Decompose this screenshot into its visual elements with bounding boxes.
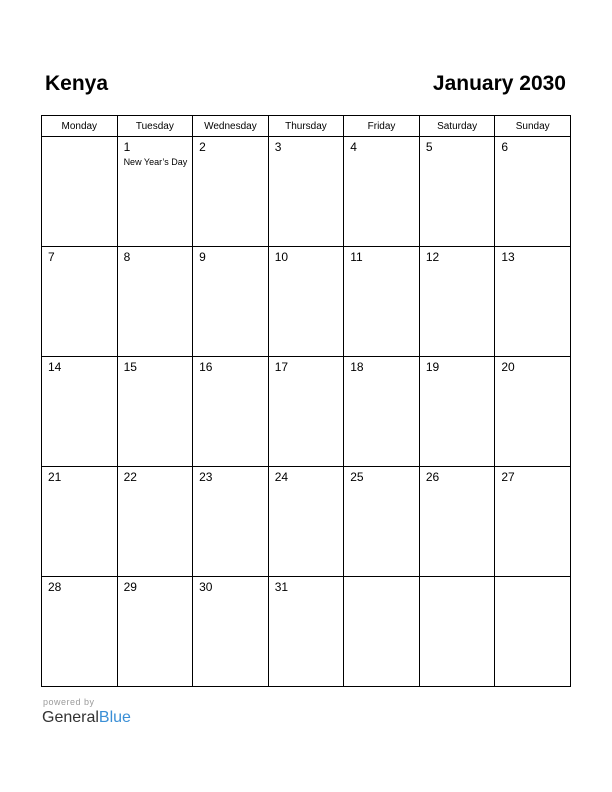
- holiday-label: [193, 264, 268, 265]
- day-cell: [419, 467, 495, 577]
- day-number: 23: [199, 470, 213, 484]
- day-number: 1: [123, 140, 131, 154]
- holiday-label: [495, 484, 570, 485]
- week-row: [42, 577, 571, 687]
- day-number: 28: [48, 580, 62, 594]
- day-number: 22: [123, 470, 137, 484]
- day-cell: [268, 577, 344, 687]
- holiday-label: [42, 484, 117, 485]
- day-number: 10: [274, 250, 289, 264]
- holiday-label: [420, 374, 495, 375]
- day-cell: [419, 247, 495, 357]
- weekday-header: Friday: [344, 116, 420, 137]
- day-number: 2: [199, 140, 206, 154]
- day-number: 31: [274, 580, 289, 594]
- day-cell: [419, 357, 495, 467]
- holiday-label: [42, 264, 117, 265]
- holiday-label: [118, 374, 193, 375]
- holiday-label: [495, 264, 570, 265]
- generalblue-logo[interactable]: [42, 709, 131, 727]
- day-number: 7: [48, 250, 55, 264]
- calendar-grid: [41, 115, 571, 687]
- day-cell: [42, 247, 118, 357]
- day-cell: [344, 357, 420, 467]
- day-cell: [344, 577, 420, 687]
- holiday-label: [269, 264, 344, 265]
- day-cell: [268, 467, 344, 577]
- holiday-label: [269, 594, 344, 595]
- month-year-title: January 2030: [432, 72, 566, 95]
- country-title: Kenya: [45, 72, 109, 95]
- day-cell: [193, 577, 269, 687]
- holiday-label: [344, 374, 419, 375]
- day-cell: [268, 137, 344, 247]
- day-number: 26: [425, 470, 440, 484]
- holiday-label: [269, 484, 344, 485]
- day-number: 14: [48, 360, 62, 374]
- holiday-label: [42, 374, 117, 375]
- powered-by-label: powered by: [43, 697, 95, 707]
- day-number: 18: [350, 360, 364, 374]
- day-cell: [419, 137, 495, 247]
- weekday-header: Wednesday: [193, 116, 269, 137]
- holiday-label: [495, 374, 570, 375]
- holiday-label: [420, 580, 495, 581]
- holiday-label: [269, 154, 344, 155]
- holiday-label: [344, 154, 419, 155]
- day-number: 9: [199, 250, 206, 264]
- day-number: 3: [274, 140, 282, 154]
- day-cell: [495, 577, 571, 687]
- week-row: [42, 357, 571, 467]
- day-cell: [42, 357, 118, 467]
- day-number: 11: [350, 250, 363, 264]
- day-number: 27: [501, 470, 515, 484]
- holiday-label: [420, 154, 495, 155]
- day-number: 8: [123, 250, 131, 264]
- weekday-header: Sunday: [495, 116, 571, 137]
- weekday-header: Saturday: [419, 116, 495, 137]
- holiday-label: [118, 484, 193, 485]
- day-number: 21: [48, 470, 62, 484]
- day-cell: [42, 137, 118, 247]
- weekday-header-row: [42, 116, 571, 137]
- day-number: 13: [501, 250, 515, 264]
- day-cell: [419, 577, 495, 687]
- holiday-label: [420, 264, 495, 265]
- week-row: [42, 467, 571, 577]
- day-cell: [117, 247, 193, 357]
- day-number: 30: [199, 580, 213, 594]
- day-cell: [344, 247, 420, 357]
- day-number: 24: [274, 470, 289, 484]
- day-number: 19: [425, 360, 440, 374]
- weekday-header: Thursday: [268, 116, 344, 137]
- weekday-header: Monday: [42, 116, 118, 137]
- holiday-label: [269, 374, 344, 375]
- day-number: 6: [501, 140, 509, 154]
- holiday-label: [118, 594, 193, 595]
- day-cell: [193, 357, 269, 467]
- logo-word-general: General: [42, 709, 99, 726]
- week-row: [42, 137, 571, 247]
- holiday-label: New Year’s Day: [123, 157, 188, 167]
- day-cell: [193, 467, 269, 577]
- holiday-label: [193, 484, 268, 485]
- day-cell: [42, 467, 118, 577]
- holiday-label: [495, 154, 570, 155]
- day-number: 29: [123, 580, 137, 594]
- day-cell: [268, 357, 344, 467]
- holiday-label: [344, 484, 419, 485]
- week-row: [42, 247, 571, 357]
- holiday-label: [42, 594, 117, 595]
- day-cell: [117, 137, 193, 247]
- day-cell: [117, 577, 193, 687]
- day-number: 12: [425, 250, 440, 264]
- day-cell: [495, 247, 571, 357]
- day-cell: [344, 467, 420, 577]
- holiday-label: [495, 580, 570, 581]
- day-cell: [495, 137, 571, 247]
- logo-word-blue: Blue: [98, 709, 131, 726]
- holiday-label: [193, 374, 268, 375]
- day-cell: [268, 247, 344, 357]
- day-cell: [495, 357, 571, 467]
- holiday-label: [42, 140, 117, 141]
- holiday-label: [118, 264, 193, 265]
- day-number: 17: [274, 360, 289, 374]
- day-number: 16: [199, 360, 213, 374]
- day-number: 20: [501, 360, 515, 374]
- holiday-label: [420, 484, 495, 485]
- holiday-label: [344, 580, 419, 581]
- day-number: 5: [425, 140, 433, 154]
- holiday-label: [193, 154, 268, 155]
- holiday-label: [193, 594, 268, 595]
- day-number: 4: [350, 140, 357, 154]
- day-cell: [495, 467, 571, 577]
- day-number: 25: [350, 470, 364, 484]
- day-cell: [117, 467, 193, 577]
- day-cell: [193, 247, 269, 357]
- holiday-label: [344, 264, 419, 265]
- weekday-header: Tuesday: [117, 116, 193, 137]
- day-cell: [344, 137, 420, 247]
- day-number: 15: [123, 360, 137, 374]
- day-cell: [193, 137, 269, 247]
- day-cell: [117, 357, 193, 467]
- day-cell: [42, 577, 118, 687]
